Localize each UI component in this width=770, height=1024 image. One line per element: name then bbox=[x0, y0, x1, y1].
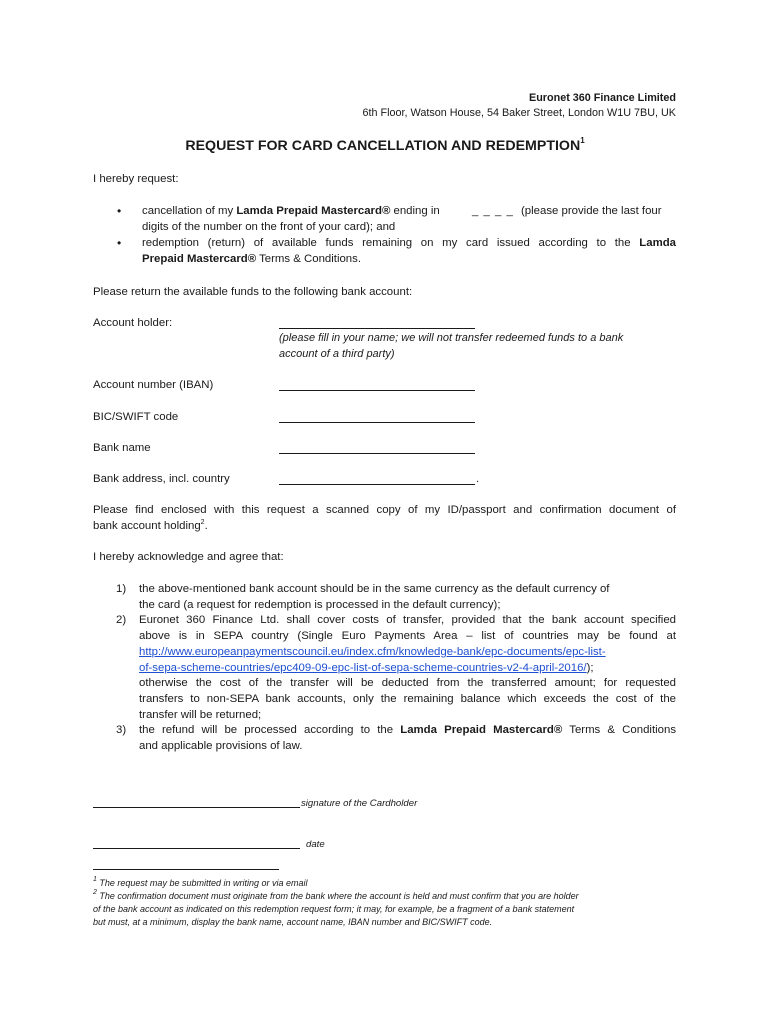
footnote-1 bbox=[93, 877, 308, 890]
item-2-line-4 bbox=[139, 661, 594, 677]
item-1-line-1: the above-mentioned bank account should be in the same currency as the default currency of bbox=[139, 583, 610, 595]
card-name: Lamda Prepaid Mastercard® bbox=[400, 724, 563, 736]
footnote-2-text: The confirmation document must originate from the bank where the account is held and must confirm that you are holder bbox=[96, 891, 579, 901]
enclosed-footnote-ref: 2 bbox=[200, 519, 205, 526]
item-3-number: 3) bbox=[116, 724, 127, 736]
bullet-1-mid: ending in bbox=[390, 205, 440, 217]
bullet-1-line-2: digits of the number on the front of your card); and bbox=[142, 221, 396, 233]
bank-address-period: . bbox=[476, 473, 480, 485]
footnote-1-text: The request may be submitted in writing or via email bbox=[96, 878, 308, 888]
date-label: date bbox=[306, 839, 325, 850]
signature-label: signature of the Cardholder bbox=[301, 798, 418, 809]
enclosed-text: bank account holding bbox=[93, 520, 201, 532]
intro-text: I hereby request: bbox=[93, 173, 179, 185]
item-3-end: Terms & Conditions bbox=[562, 724, 677, 736]
footnote-2-line-2: of the bank account as indicated on this redemption request form; it may, for example, be a fragment of a bank statement bbox=[93, 904, 575, 914]
page-title bbox=[0, 137, 770, 155]
item-2-line-2: above is in SEPA country (Single Euro Payments Area – list of countries may be found at bbox=[139, 630, 676, 642]
iban-input[interactable] bbox=[279, 390, 475, 391]
card-name: Lamda Prepaid Mastercard® bbox=[236, 205, 391, 217]
sepa-link-line-1[interactable]: http://www.europeanpaymentscouncil.eu/index.cfm/knowledge-bank/epc-documents/epc-list- bbox=[139, 646, 606, 658]
bullet-2-line-2 bbox=[142, 252, 361, 268]
signature-input[interactable] bbox=[93, 807, 300, 808]
title-text: REQUEST FOR CARD CANCELLATION AND REDEMPTION bbox=[185, 138, 581, 154]
footnote-divider bbox=[93, 869, 279, 870]
item-2-link-end: ); bbox=[586, 662, 594, 674]
bullet-1-text: cancellation of my bbox=[142, 205, 237, 217]
bullet-1-line-1 bbox=[142, 204, 440, 220]
item-2-number: 2) bbox=[116, 614, 127, 626]
bullet-icon: • bbox=[117, 204, 122, 218]
bullet-2-text: redemption (return) of available funds remaining on my card issued according to the bbox=[142, 237, 640, 249]
item-2-line-7: transfer will be returned; bbox=[139, 709, 262, 721]
bullet-1-hint: (please provide the last four bbox=[521, 205, 662, 217]
footnote-2-number: 2 bbox=[93, 889, 97, 896]
card-name: Prepaid Mastercard® bbox=[142, 253, 257, 265]
date-input[interactable] bbox=[93, 848, 300, 849]
return-funds-text: Please return the available funds to the following bank account: bbox=[93, 286, 413, 298]
enclosed-period: . bbox=[204, 520, 208, 532]
item-3-line-2: and applicable provisions of law. bbox=[139, 740, 303, 752]
footnote-2-line-1 bbox=[93, 890, 579, 903]
item-2-line-1: Euronet 360 Finance Ltd. shall cover costs of transfer, provided that the bank account specified bbox=[139, 614, 676, 626]
item-1-number: 1) bbox=[116, 583, 127, 595]
account-holder-note-2: account of a third party) bbox=[279, 348, 395, 360]
company-address: 6th Floor, Watson House, 54 Baker Street, London W1U 7BU, UK bbox=[362, 107, 676, 119]
bullet-2-end: Terms & Conditions. bbox=[256, 253, 362, 265]
title-footnote-ref: 1 bbox=[580, 136, 585, 145]
bic-label: BIC/SWIFT code bbox=[93, 411, 179, 423]
item-2-line-5: otherwise the cost of the transfer will be deducted from the transferred amount; for requested bbox=[139, 677, 676, 689]
item-3-text: the refund will be processed according to the bbox=[139, 724, 401, 736]
bank-address-input[interactable] bbox=[279, 484, 475, 485]
bic-input[interactable] bbox=[279, 422, 475, 423]
card-digits-blank[interactable]: _ _ _ _ bbox=[472, 205, 514, 217]
bank-name-label: Bank name bbox=[93, 442, 151, 454]
account-holder-note-1: (please fill in your name; we will not transfer redeemed funds to a bank bbox=[279, 332, 624, 344]
item-1-line-2: the card (a request for redemption is processed in the default currency); bbox=[139, 599, 501, 611]
account-holder-label: Account holder: bbox=[93, 317, 173, 329]
iban-label: Account number (IBAN) bbox=[93, 379, 214, 391]
enclosed-line-2 bbox=[93, 519, 208, 535]
acknowledge-text: I hereby acknowledge and agree that: bbox=[93, 551, 284, 563]
footnote-2-line-3: but must, at a minimum, display the bank name, account name, IBAN number and BIC/SWIFT code. bbox=[93, 917, 493, 927]
bank-name-input[interactable] bbox=[279, 453, 475, 454]
item-3-line-1 bbox=[139, 723, 676, 739]
enclosed-line-1: Please find enclosed with this request a scanned copy of my ID/passport and confirmation document of bbox=[93, 504, 676, 516]
footnote-1-number: 1 bbox=[93, 876, 97, 883]
sepa-link-line-2[interactable]: of-sepa-scheme-countries/epc409-09-epc-list-of-sepa-scheme-countries-v2-4-april-2016/ bbox=[139, 662, 587, 674]
item-2-line-6: transfers to non-SEPA bank accounts, only the remaining balance which exceeds the cost of the bbox=[139, 693, 676, 705]
bank-address-label: Bank address, incl. country bbox=[93, 473, 230, 485]
bullet-2-line-1 bbox=[142, 236, 676, 252]
bullet-icon: • bbox=[117, 236, 122, 250]
company-name: Euronet 360 Finance Limited bbox=[529, 92, 676, 104]
card-name: Lamda bbox=[639, 237, 676, 249]
account-holder-input[interactable] bbox=[279, 328, 475, 329]
